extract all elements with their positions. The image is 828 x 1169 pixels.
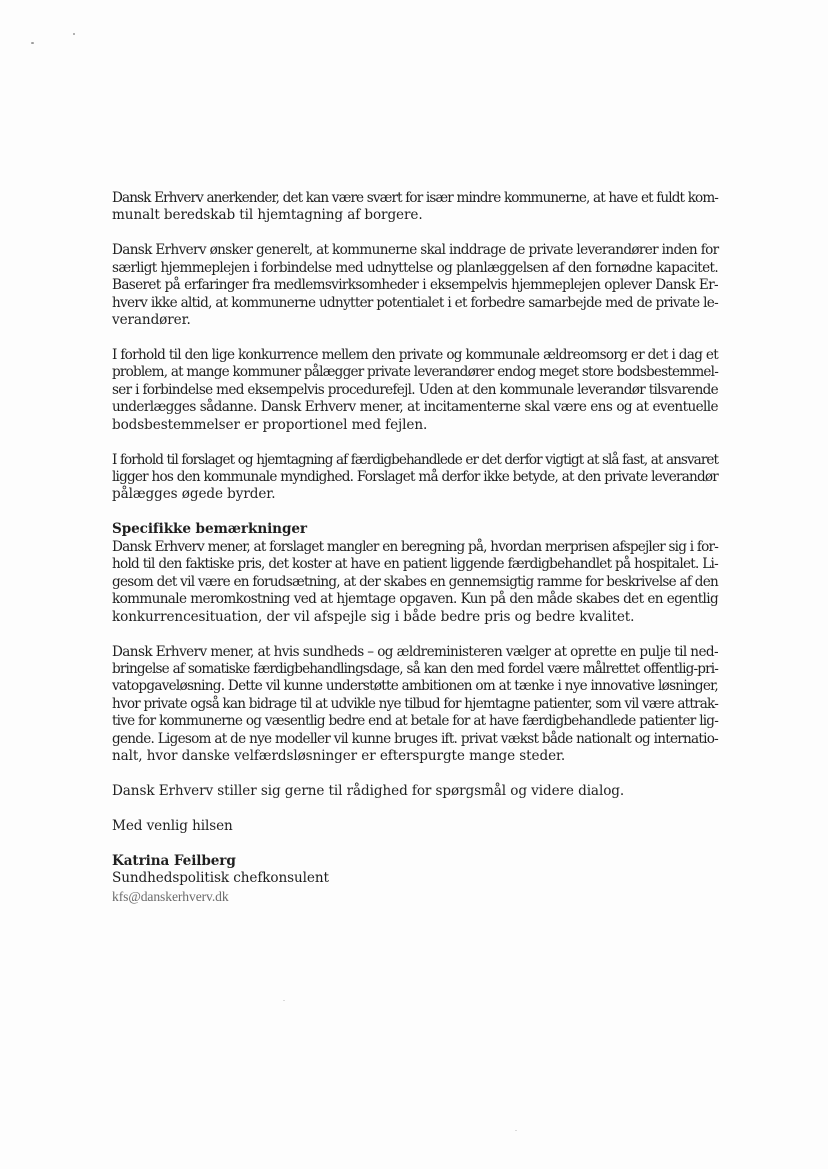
scan-speck [515, 1130, 517, 1131]
text-line: vatopgaveløsning. Dette vil kunne understøtte ambitionen om at tænke i nye innovative løsninger, [112, 678, 718, 695]
signature-name: Katrina Feilberg [112, 852, 236, 869]
text-line: Dansk Erhverv anerkender, det kan være svært for især mindre kommunerne, at have et fuldt kom- [112, 190, 718, 206]
closing-text: Med venlig hilsen [112, 817, 233, 834]
text-line: kommunale meromkostning ved at hjemtage opgaven. Kun på den måde skabes det en egentlig [112, 591, 718, 608]
paragraph [112, 242, 718, 329]
text-line: særligt hjemmeplejen i forbindelse med udnyttelse og planlæggelsen af den fornødne kapacitet. [112, 259, 718, 276]
text-line: Dansk Erhverv stiller sig gerne til rådighed for spørgsmål og videre dialog. [112, 782, 625, 799]
text-line: Dansk Erhverv ønsker generelt, at kommunerne skal inddrage de private leverandører inden for [112, 242, 719, 259]
text-line: konkurrencesituation, der vil afspejle sig i både bedre pris og bedre kvalitet. [112, 608, 635, 625]
closing-line [112, 818, 718, 835]
text-line: gende. Ligesom at de nye modeller vil kunne bruges ift. privat vækst både nationalt og internatio- [112, 730, 718, 747]
paragraph [112, 347, 718, 434]
text-line: I forhold til den lige konkurrence mellem den private og kommunale ældreomsorg er det i dag et [112, 347, 718, 364]
paragraph [112, 521, 718, 625]
text-line: bodsbestemmelser er proportionel med fejlen. [112, 416, 428, 433]
text-line: verandører. [112, 312, 191, 329]
paragraph [112, 644, 718, 766]
text-line: pålægges øgede byrder. [112, 486, 276, 503]
text-line: Dansk Erhverv mener, at hvis sundheds – og ældreministeren vælger at oprette en pulje til ned- [112, 643, 718, 660]
signature-title: Sundhedspolitisk chefkonsulent [112, 870, 329, 887]
signature-email[interactable]: kfs@danskerhverv.dk [112, 888, 229, 904]
text-line: hvor private også kan bidrage til at udvikle nye tilbud for hjemtagne patienter, som vil være attrak- [112, 695, 718, 712]
text-line: ligger hos den kommunale myndighed. Forslaget må derfor ikke betyde, at den private leverandør [112, 469, 718, 486]
text-line: tive for kommunerne og væsentlig bedre end at betale for at have færdigbehandlede patienter lig- [112, 713, 718, 730]
scan-speck [283, 1000, 285, 1001]
text-line: underlægges sådanne. Dansk Erhverv mener, at incitamenterne skal være ens og at eventuelle [112, 399, 718, 416]
text-line: ser i forbindelse med eksempelvis procedurefejl. Uden at den kommunale leverandør tilsvarende [112, 381, 718, 398]
text-line: nalt, hvor danske velfærdsløsninger er efterspurgte mange steder. [112, 747, 566, 764]
section-heading: Specifikke bemærkninger [112, 521, 307, 538]
text-line: munalt beredskab til hjemtagning af borgere. [112, 207, 423, 224]
paragraph [112, 452, 718, 504]
text-line: hold til den faktiske pris, det koster at have en patient liggende færdigbehandlet på hospitalet. Li- [112, 556, 718, 573]
signature-block [112, 853, 718, 905]
paragraph [112, 190, 718, 225]
text-line: bringelse af somatiske færdigbehandlingsdage, så kan den med fordel være målrettet offentlig-pri- [112, 660, 718, 677]
text-line: Dansk Erhverv mener, at forslaget mangler en beregning på, hvordan merprisen afspejler sig i for- [112, 538, 718, 555]
paragraph [112, 783, 718, 800]
text-line: I forhold til forslaget og hjemtagning af færdigbehandlede er det derfor vigtigt at slå fast, at ansvaret [112, 451, 718, 468]
text-line: problem, at mange kommuner pålægger private leverandører endog meget store bodsbestemmel- [112, 364, 718, 381]
scan-speck [31, 42, 34, 44]
letter-body [112, 190, 718, 905]
text-line: gesom det vil være en forudsætning, at der skabes en gennemsigtig ramme for beskrivelse af den [112, 573, 718, 590]
scan-speck [73, 33, 75, 35]
text-line: Baseret på erfaringer fra medlemsvirksomheder i eksempelvis hjemmeplejen oplever Dansk Er- [112, 277, 718, 294]
text-line: hverv ikke altid, at kommunerne udnytter potentialet i et forbedre samarbejde med de private le- [112, 294, 718, 311]
